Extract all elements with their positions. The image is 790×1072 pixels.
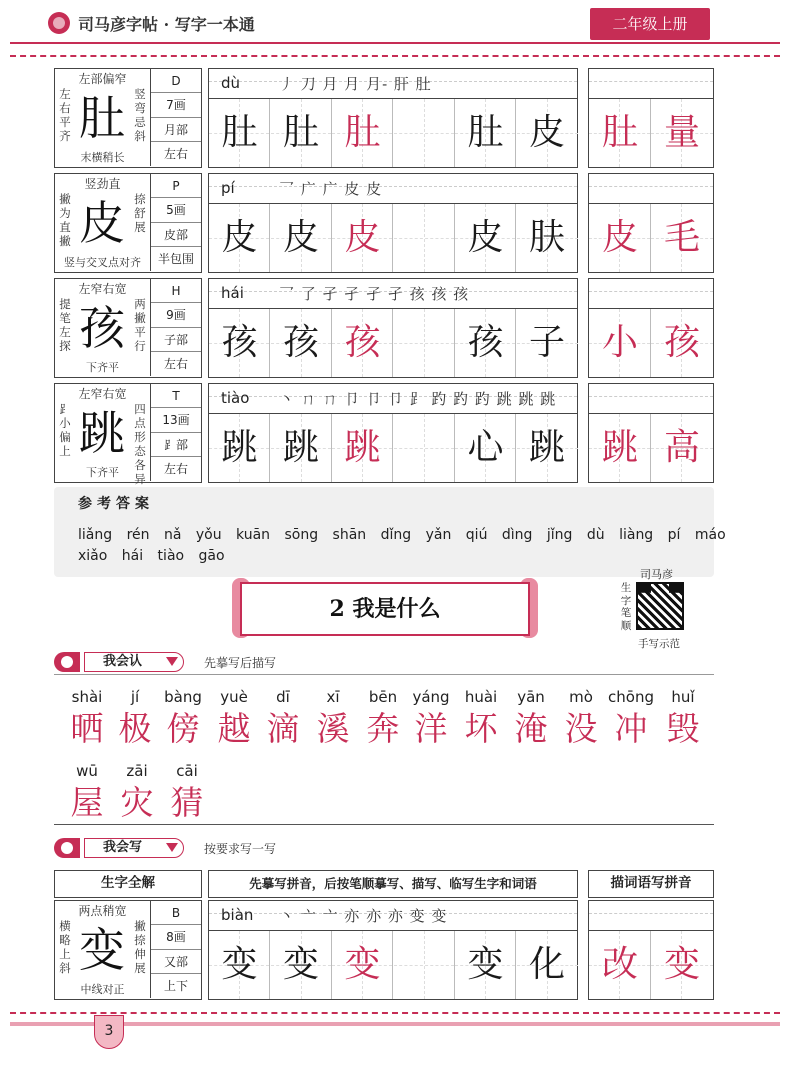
writing-cells (209, 931, 577, 999)
writing-cell[interactable] (209, 931, 270, 999)
meta-structure: 左右 (163, 356, 188, 371)
word-cell[interactable] (651, 931, 713, 999)
recognize-character: 极 (118, 709, 152, 748)
practice-character: 跳 (528, 427, 565, 468)
word-cells (589, 309, 713, 377)
recognize-item (406, 686, 456, 750)
practice-character: 皮 (221, 217, 258, 258)
guide-line (589, 396, 713, 397)
recognize-pinyin: wū (76, 762, 98, 780)
practice-grid (208, 383, 578, 483)
writing-cell[interactable] (517, 414, 578, 482)
writing-cell[interactable] (271, 204, 332, 272)
writing-cell[interactable] (455, 204, 516, 272)
character-row (0, 900, 790, 1002)
word-character: 量 (663, 112, 700, 153)
writing-cell[interactable] (517, 204, 578, 272)
character-meta (150, 384, 201, 481)
write-hint: 按要求写一写 (204, 842, 277, 856)
meta-initial: P (151, 174, 201, 198)
recognize-bottom-rule (54, 824, 714, 825)
practice-grid (208, 900, 578, 1000)
qr-caption-top: 司马彦 (640, 568, 673, 581)
practice-character: 跳 (282, 427, 319, 468)
practice-character: 变 (467, 944, 504, 985)
word-cell[interactable] (651, 204, 713, 272)
word-cell[interactable] (589, 931, 651, 999)
meta-strokes: 8画 (151, 925, 201, 949)
recognize-item (158, 686, 208, 750)
character-meta (150, 69, 201, 166)
meta-strokes: 7画 (151, 93, 201, 117)
header-rule (10, 42, 780, 44)
writing-cell[interactable] (271, 309, 332, 377)
stroke-order: 丶 亠 亠 亦 亦 亦 变 变 (279, 907, 448, 925)
word-cells (589, 414, 713, 482)
pinyin-line (209, 69, 577, 99)
tip-top: 竖劲直 (84, 177, 121, 191)
recognize-character: 毁 (666, 709, 700, 748)
practice-grid (208, 278, 578, 378)
meta-structure: 半包围 (157, 251, 194, 266)
practice-character: 皮 (282, 217, 319, 258)
answer-title: 参考答案 (78, 496, 154, 512)
tip-bottom: 下齐平 (86, 466, 119, 479)
col-header-practice: 先摹写拼音，后按笔顺摹写、描写、临写生字和词语 (208, 870, 578, 898)
writing-cells (209, 204, 577, 272)
qr-code-icon[interactable] (636, 582, 684, 630)
meta-strokes: 9画 (151, 303, 201, 327)
writing-cell[interactable] (394, 414, 455, 482)
practice-character (394, 414, 455, 482)
writing-cell[interactable] (271, 931, 332, 999)
word-pinyin-line[interactable] (589, 384, 713, 414)
writing-cell[interactable] (209, 204, 270, 272)
recognize-item (506, 686, 556, 750)
col-header-analysis: 生字全解 (54, 870, 202, 898)
footer-dashed-rule (10, 1012, 780, 1014)
practice-character: 化 (528, 944, 565, 985)
word-character: 改 (601, 944, 638, 985)
practice-character: 孩 (282, 322, 319, 363)
write-label: 我会写 (84, 838, 184, 858)
pinyin-text: dù (221, 74, 241, 92)
brand-title: 司马彦字帖 · 写字一本通 (78, 15, 255, 34)
model-character: 肚 (79, 91, 125, 145)
word-cell[interactable] (651, 414, 713, 482)
meta-strokes: 5画 (151, 198, 201, 222)
practice-character: 孩 (344, 322, 381, 363)
pencil-badge-icon (54, 838, 80, 858)
practice-grid (208, 173, 578, 273)
chevron-down-icon (166, 657, 178, 666)
writing-cell[interactable] (394, 931, 455, 999)
qr-caption-side: 生 字 笔 顺 (620, 582, 632, 632)
recognize-character: 越 (217, 709, 251, 748)
tip-right: 撇 捺 伸 展 (134, 919, 146, 975)
writing-cell[interactable] (394, 99, 455, 167)
recognize-item (358, 686, 408, 750)
character-analysis-box (54, 278, 202, 378)
practice-character: 孩 (221, 322, 258, 363)
tip-top: 左窄右宽 (78, 282, 127, 296)
pencil-badge-icon (54, 652, 80, 672)
word-character: 皮 (601, 217, 638, 258)
word-box (588, 173, 714, 273)
meta-initial: B (151, 901, 201, 925)
word-cells (589, 931, 713, 999)
stroke-order: 乛 广 广 皮 皮 (279, 180, 383, 198)
answer-line-1: liǎng rén nǎ yǒu kuān sōng shān dǐng yǎn qiú dìng jǐng dù liàng pí máo (78, 527, 726, 543)
meta-initial: D (151, 69, 201, 93)
meta-initial: H (151, 279, 201, 303)
practice-character (394, 931, 455, 999)
recognize-pinyin: cāi (176, 762, 198, 780)
tip-right: 捺 舒 展 (134, 192, 146, 234)
pinyin-line (209, 279, 577, 309)
practice-character: 皮 (344, 217, 381, 258)
tip-top: 左部偏窄 (78, 72, 127, 86)
meta-initial: T (151, 384, 201, 408)
meta-radical: 又部 (151, 950, 201, 974)
recognize-pinyin: jí (130, 688, 140, 706)
word-character: 肚 (601, 112, 638, 153)
recognize-pinyin: yuè (220, 688, 248, 706)
writing-cell[interactable] (455, 99, 516, 167)
stroke-order: 丿 刀 月 月 月- 肝 肚 (279, 75, 432, 93)
recognize-pinyin: dī (276, 688, 290, 706)
pinyin-line (209, 901, 577, 931)
tip-left: 提 笔 左 探 (59, 297, 71, 353)
word-pinyin-line[interactable] (589, 279, 713, 309)
recognize-item (62, 760, 112, 824)
writing-cell[interactable] (455, 931, 516, 999)
tip-left: ⻊ 小 偏 上 (59, 402, 71, 458)
practice-character (394, 309, 455, 377)
word-cell[interactable] (589, 99, 651, 167)
pinyin-text: biàn (221, 906, 254, 924)
recognize-pinyin: chōng (608, 688, 654, 706)
meta-radical: ⻊部 (151, 433, 201, 457)
recognize-item (556, 686, 606, 750)
writing-cell[interactable] (271, 414, 332, 482)
grade-badge: 二年级上册 (590, 8, 710, 40)
practice-character (394, 99, 455, 167)
recognize-item (112, 760, 162, 824)
tip-bottom: 中线对正 (80, 983, 125, 996)
recognize-item (606, 686, 656, 750)
word-box (588, 278, 714, 378)
recognize-character: 奔 (366, 709, 400, 748)
recognize-pinyin: bēn (368, 688, 398, 706)
character-meta (150, 174, 201, 271)
recognize-character: 冲 (614, 709, 648, 748)
recognize-hint: 先摹写后描写 (204, 656, 277, 670)
writing-cell[interactable] (455, 414, 516, 482)
practice-character: 肚 (221, 112, 258, 153)
writing-cell[interactable] (332, 931, 393, 999)
meta-radical: 月部 (151, 118, 201, 142)
pinyin-text: hái (221, 284, 244, 302)
word-pinyin-line[interactable] (589, 69, 713, 99)
meta-radical: 子部 (151, 328, 201, 352)
writing-cell[interactable] (209, 99, 270, 167)
word-cell[interactable] (589, 414, 651, 482)
recognize-character: 屋 (70, 783, 104, 822)
practice-character: 皮 (467, 217, 504, 258)
writing-cell[interactable] (394, 204, 455, 272)
recognize-pinyin: shài (71, 688, 103, 706)
writing-cell[interactable] (517, 309, 578, 377)
chevron-down-icon (166, 843, 178, 852)
character-row (0, 68, 790, 170)
tip-top: 两点稍宽 (78, 904, 127, 918)
word-box (588, 68, 714, 168)
character-analysis-box (54, 68, 202, 168)
word-pinyin-line[interactable] (589, 174, 713, 204)
tip-right: 四 点 形 态 各 异 (134, 402, 146, 486)
page-number: 3 (94, 1015, 124, 1049)
writing-cell[interactable] (209, 309, 270, 377)
practice-character: 肚 (467, 112, 504, 153)
recognize-item (209, 686, 259, 750)
pinyin-text: tiào (221, 389, 250, 407)
guide-line (589, 81, 713, 82)
tip-bottom: 下齐平 (86, 361, 119, 374)
recognize-item (258, 686, 308, 750)
recognize-pinyin: bàng (164, 688, 202, 706)
practice-character: 孩 (467, 322, 504, 363)
writing-cell[interactable] (271, 99, 332, 167)
word-box (588, 900, 714, 1000)
practice-character: 皮 (528, 112, 565, 153)
qr-caption-bottom: 手写示范 (638, 638, 680, 650)
meta-strokes: 13画 (151, 408, 201, 432)
guide-line (209, 186, 577, 187)
tip-bottom: 竖与交叉点对齐 (64, 256, 141, 269)
writing-cells (209, 414, 577, 482)
col-header-words: 描词语写拼音 (588, 870, 714, 898)
recognize-item (658, 686, 708, 750)
recognize-item (110, 686, 160, 750)
writing-cell[interactable] (517, 99, 578, 167)
character-meta (150, 279, 201, 376)
answer-line-2: xiǎo hái tiào gāo (78, 548, 225, 564)
recognize-pinyin: mò (569, 688, 593, 706)
writing-cell[interactable] (455, 309, 516, 377)
word-character: 孩 (663, 322, 700, 363)
recognize-item (456, 686, 506, 750)
word-character: 高 (663, 427, 700, 468)
writing-cell[interactable] (332, 99, 393, 167)
writing-cell[interactable] (517, 931, 578, 999)
recognize-character: 洋 (414, 709, 448, 748)
guide-line (589, 913, 713, 914)
recognize-character: 猜 (170, 783, 204, 822)
model-character: 变 (79, 923, 125, 977)
tip-left: 左 右 平 齐 (59, 87, 71, 143)
practice-character: 跳 (221, 427, 258, 468)
recognize-character: 溪 (316, 709, 350, 748)
writing-cells (209, 99, 577, 167)
writing-cell[interactable] (332, 414, 393, 482)
practice-character: 变 (221, 944, 258, 985)
word-cells (589, 99, 713, 167)
tip-left: 撇 为 直 撇 (59, 192, 71, 248)
model-character: 孩 (79, 301, 125, 355)
word-cell[interactable] (651, 309, 713, 377)
guide-line (589, 291, 713, 292)
word-cell[interactable] (651, 99, 713, 167)
practice-character: 肚 (282, 112, 319, 153)
recognize-character: 傍 (166, 709, 200, 748)
meta-structure: 左右 (163, 461, 188, 476)
recognize-item (308, 686, 358, 750)
word-cell[interactable] (589, 309, 651, 377)
writing-cell[interactable] (209, 414, 270, 482)
recognize-character: 晒 (70, 709, 104, 748)
recognize-pinyin: huǐ (671, 688, 695, 706)
footer-rule (10, 1022, 780, 1026)
brand-logo-icon (48, 12, 70, 34)
character-row (0, 383, 790, 485)
tip-right: 两 撇 平 行 (134, 297, 146, 353)
word-character: 跳 (601, 427, 638, 468)
meta-radical: 皮部 (151, 223, 201, 247)
recognize-pinyin: zāi (126, 762, 148, 780)
word-character: 毛 (663, 217, 700, 258)
recognize-character: 灾 (120, 783, 154, 822)
stroke-order: 丶 ㄇ ㄇ 卩 卩 卩 ⻊ 趵 趵 趵 跳 跳 跳 (279, 390, 557, 408)
header-dashed-rule (10, 55, 780, 57)
lesson-title: 2 我是什么 (240, 582, 530, 636)
tip-left: 横 略 上 斜 (59, 919, 71, 975)
recognize-character: 没 (564, 709, 598, 748)
recognize-pinyin: yáng (412, 688, 450, 706)
practice-character: 肤 (528, 217, 565, 258)
word-cells (589, 204, 713, 272)
character-row (0, 278, 790, 380)
character-analysis-box (54, 173, 202, 273)
meta-structure: 上下 (163, 978, 188, 993)
pinyin-line (209, 174, 577, 204)
practice-character: 变 (282, 944, 319, 985)
recognize-character: 坏 (464, 709, 498, 748)
practice-character: 跳 (344, 427, 381, 468)
word-pinyin-line[interactable] (589, 901, 713, 931)
character-analysis-box (54, 900, 202, 1000)
practice-character (394, 204, 455, 272)
word-character: 小 (601, 322, 638, 363)
recognize-pinyin: yān (517, 688, 545, 706)
word-character: 变 (663, 944, 700, 985)
pinyin-text: pí (221, 179, 235, 197)
character-meta (150, 901, 201, 998)
tip-bottom: 末横稍长 (80, 151, 125, 164)
recognize-character: 淹 (514, 709, 548, 748)
guide-line (589, 186, 713, 187)
tip-top: 左窄右宽 (78, 387, 127, 401)
tip-right: 竖 弯 忌 斜 (134, 87, 146, 143)
writing-cell[interactable] (332, 309, 393, 377)
writing-cells (209, 309, 577, 377)
recognize-character: 滴 (266, 709, 300, 748)
meta-structure: 左右 (163, 146, 188, 161)
practice-character: 心 (467, 427, 504, 468)
recognize-pinyin: xī (326, 688, 340, 706)
recognize-item (62, 686, 112, 750)
character-analysis-box (54, 383, 202, 486)
character-row (0, 173, 790, 275)
practice-grid (208, 68, 578, 168)
recognize-item (162, 760, 212, 824)
practice-character: 肚 (344, 112, 381, 153)
section-rule (54, 674, 714, 675)
pinyin-line (209, 384, 577, 414)
word-box (588, 383, 714, 483)
practice-character: 子 (528, 322, 565, 363)
model-character: 皮 (79, 196, 125, 250)
practice-character: 变 (344, 944, 381, 985)
writing-cell[interactable] (394, 309, 455, 377)
recognize-pinyin: huài (464, 688, 498, 706)
stroke-order: 乛 了 孑 孑 孑 孑 孩 孩 孩 (279, 285, 470, 303)
word-cell[interactable] (589, 204, 651, 272)
writing-cell[interactable] (332, 204, 393, 272)
model-character: 跳 (79, 406, 125, 460)
recognize-label: 我会认 (84, 652, 184, 672)
